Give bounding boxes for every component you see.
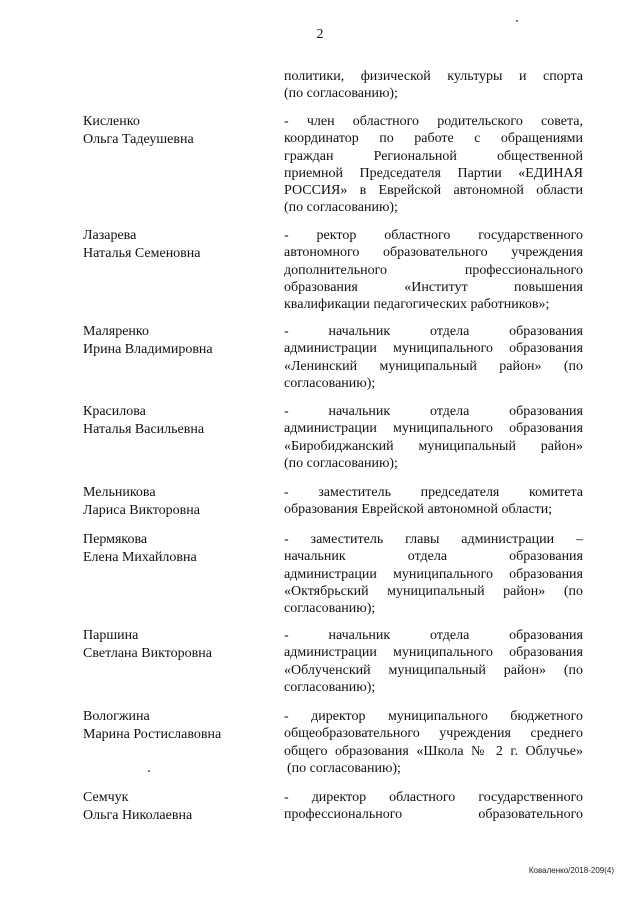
member-role: [284, 708, 583, 777]
member-surname: Лазарева: [83, 228, 137, 243]
member-role: [284, 531, 583, 617]
member-given-name: Наталья Семеновна: [83, 246, 201, 261]
role-line: - ректор областного государственного: [284, 228, 583, 243]
role-line: администрации муниципального образования: [284, 421, 583, 437]
role-line: - начальник отдела образования: [284, 628, 583, 643]
role-line: приемной Председателя Партии «ЕДИНАЯ: [284, 165, 583, 181]
role-line: общего образования «Школа № 2 г. Облучье»: [284, 743, 583, 759]
member-name: [83, 227, 268, 263]
member-given-name: Ольга Николаевна: [83, 808, 193, 823]
role-line: дополнительного профессионального: [284, 262, 583, 278]
member-name: [83, 484, 268, 520]
role-line: «Облученский муниципальный район» (по: [284, 662, 583, 678]
role-line: администрации муниципального образования: [284, 566, 583, 582]
role-line: автономного образовательного учреждения: [284, 245, 583, 261]
member-given-name: Наталья Васильевна: [83, 422, 205, 437]
role-line: координатор по работе с обращениями: [284, 131, 583, 147]
role-line: начальник отдела образования: [284, 549, 583, 565]
role-line: - начальник отдела образования: [284, 324, 583, 339]
role-line: администрации муниципального образования: [284, 341, 583, 357]
role-line: «Ленинский муниципальный район» (по: [284, 358, 583, 374]
member-name: [83, 789, 268, 825]
member-name: [83, 403, 268, 439]
role-line: - заместитель председателя комитета: [284, 485, 583, 500]
role-line: «Октябрьский муниципальный район» (по: [284, 583, 583, 599]
member-role: [284, 403, 583, 472]
role-line: - директор муниципального бюджетного: [284, 709, 583, 724]
member-surname: Красилова: [83, 404, 146, 419]
role-line: общеобразовательного учреждения среднего: [284, 726, 583, 742]
scan-speck: [516, 20, 518, 22]
member-given-name: Марина Ростиславовна: [83, 727, 222, 742]
role-line: администрации муниципального образования: [284, 645, 583, 661]
document-footer-code: Коваленко/2018-209(4): [528, 866, 614, 875]
role-line: образования Еврейской автономной области;: [284, 502, 553, 518]
member-role: [284, 113, 583, 217]
role-line: политики, физической культуры и спорта: [284, 69, 583, 84]
member-role: [284, 484, 583, 519]
member-name: [83, 708, 268, 744]
role-line: квалификации педагогических работников»;: [284, 297, 550, 313]
member-given-name: Елена Михайловна: [83, 550, 197, 565]
role-line: РОССИЯ» в Еврейской автономной области: [284, 183, 583, 199]
member-role: [284, 323, 583, 392]
role-line: (по согласованию);: [284, 455, 398, 471]
member-surname: Кисленко: [83, 114, 140, 129]
role-line: - член областного родительского совета,: [284, 114, 583, 129]
member-name: [83, 531, 268, 567]
role-line: согласованию);: [284, 679, 376, 695]
member-name: [83, 323, 268, 359]
member-surname: Маляренко: [83, 324, 150, 339]
role-line: профессионального образовательного: [284, 807, 583, 823]
scan-speck: [148, 770, 150, 772]
role-line: (по согласованию);: [284, 86, 398, 102]
role-line: - заместитель главы администрации –: [284, 532, 583, 547]
member-role: [284, 627, 583, 696]
member-surname: Паршина: [83, 628, 139, 643]
member-given-name: Светлана Викторовна: [83, 646, 212, 661]
member-surname: Вологжина: [83, 709, 150, 724]
role-line: «Биробиджанский муниципальный район»: [284, 438, 583, 454]
role-line: (по согласованию);: [284, 200, 398, 216]
member-role: [284, 789, 583, 824]
role-line: согласованию);: [284, 375, 376, 391]
member-surname: Мельникова: [83, 485, 156, 500]
role-line: согласованию);: [284, 601, 376, 617]
page-number: 2: [316, 27, 324, 42]
role-line: - начальник отдела образования: [284, 404, 583, 419]
member-role: [284, 227, 583, 313]
role-text: [284, 68, 583, 103]
role-line: (по согласованию);: [287, 760, 401, 776]
member-name: [83, 627, 268, 663]
member-given-name: Ирина Владимировна: [83, 342, 213, 357]
role-line: граждан Региональной общественной: [284, 148, 583, 164]
member-surname: Семчук: [83, 790, 129, 805]
role-line: образования «Институт повышения: [284, 279, 583, 295]
member-surname: Пермякова: [83, 532, 148, 547]
member-given-name: Ольга Тадеушевна: [83, 132, 194, 147]
member-name: [83, 113, 268, 149]
role-line: - директор областного государственного: [284, 790, 583, 805]
member-given-name: Лариса Викторовна: [83, 503, 200, 518]
